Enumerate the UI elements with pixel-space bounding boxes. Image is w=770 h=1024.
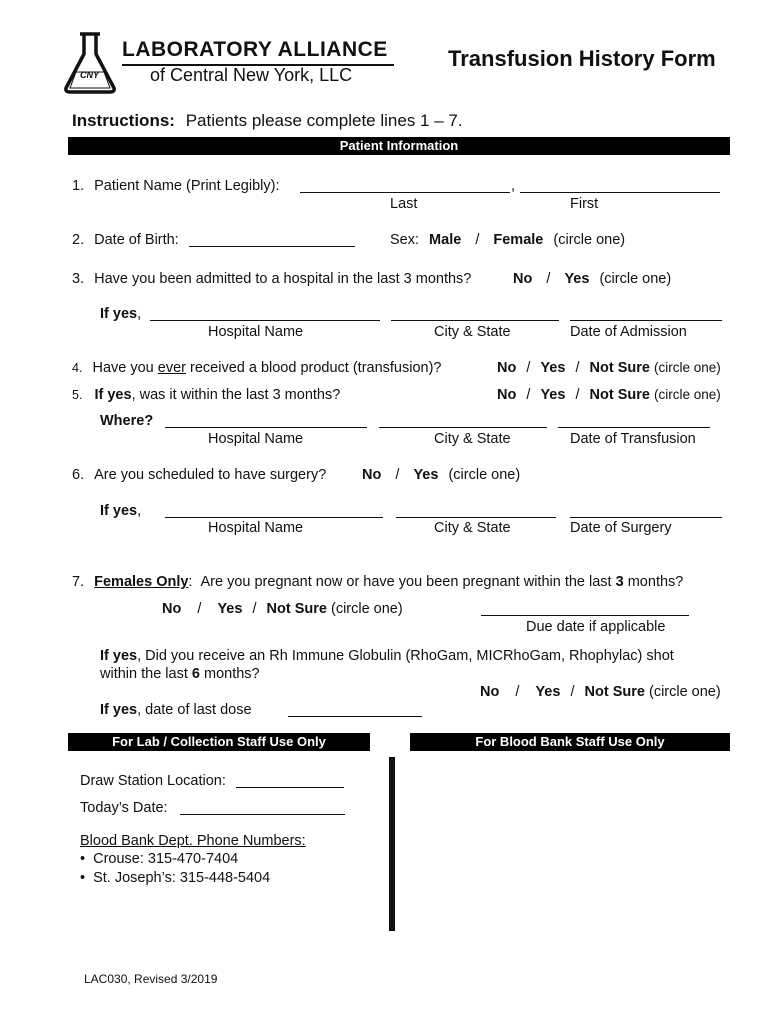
logo-line2: of Central New York, LLC	[150, 65, 353, 85]
dose-row	[100, 702, 252, 718]
q5-hospital-field[interactable]	[165, 427, 367, 428]
q7-row	[72, 574, 683, 590]
phone-stjoseph: St. Joseph’s: 315-448-5404	[93, 870, 271, 886]
q3-city-field[interactable]	[391, 320, 559, 321]
q4-no-option[interactable]: No	[497, 360, 517, 376]
rh-no-option[interactable]: No	[480, 684, 500, 700]
q5-date-field[interactable]	[558, 427, 710, 428]
q2-label: Date of Birth:	[94, 232, 179, 248]
rh-question-line2	[100, 666, 260, 682]
q7-options	[162, 601, 403, 617]
q5-city-field[interactable]	[379, 427, 547, 428]
first-name-field[interactable]	[520, 192, 720, 193]
q3-col1: Hospital Name	[208, 324, 304, 340]
q7-post: months?	[623, 574, 684, 590]
q5-notsure-option[interactable]: Not Sure	[589, 387, 650, 403]
rh-six: 6	[191, 666, 200, 682]
q3-col2: City & State	[434, 324, 511, 340]
q6-slash: /	[395, 467, 400, 483]
due-date-caption: Due date if applicable	[526, 619, 666, 635]
rh-line2-post: months?	[199, 666, 260, 682]
section-divider	[389, 757, 395, 931]
q7-no-option[interactable]: No	[162, 601, 182, 617]
q4-yes-option[interactable]: Yes	[540, 360, 566, 376]
logo	[64, 32, 404, 94]
sex-slash: /	[475, 232, 480, 248]
rh-ifyes: If yes	[100, 648, 138, 664]
dose-text: , date of last dose	[137, 702, 252, 718]
q4-ever: ever	[157, 360, 186, 376]
instructions-text: Patients please complete lines 1 – 7.	[185, 111, 463, 130]
q1-label: Patient Name (Print Legibly):	[94, 178, 280, 194]
flask-icon	[64, 32, 118, 94]
q3-hospital-field[interactable]	[150, 320, 380, 321]
q3-date-field[interactable]	[570, 320, 722, 321]
q6-col2: City & State	[434, 520, 511, 536]
q5-options	[497, 387, 721, 403]
q3-col3: Date of Admission	[570, 324, 687, 340]
rh-yes-option[interactable]: Yes	[535, 684, 561, 700]
rh-question-line1	[100, 648, 674, 664]
phones-title: Blood Bank Dept. Phone Numbers:	[80, 833, 306, 849]
q6-options	[362, 467, 520, 483]
q6-col3: Date of Surgery	[570, 520, 672, 536]
q5-ifyes: If yes	[94, 387, 132, 403]
sex-female-option[interactable]: Female	[493, 232, 544, 248]
q4-post: received a blood product (transfusion)?	[185, 360, 442, 376]
q3-ifyes	[100, 306, 141, 322]
bullet-icon: •	[80, 851, 86, 867]
sex-hint: (circle one)	[553, 232, 626, 248]
q4-hint: (circle one)	[653, 360, 721, 375]
q6-number: 6.	[72, 467, 85, 483]
q3-label: Have you been admitted to a hospital in the last 3 months?	[94, 271, 472, 287]
today-date-label: Today’s Date:	[80, 800, 168, 816]
q4-pre: Have you	[92, 360, 158, 376]
q6-hint: (circle one)	[448, 467, 521, 483]
q1-last-caption: Last	[390, 196, 418, 212]
q7-slash1: /	[197, 601, 202, 617]
sex-male-option[interactable]: Male	[429, 232, 462, 248]
q6-date-field[interactable]	[570, 517, 722, 518]
q6-hospital-field[interactable]	[165, 517, 383, 518]
phone-item-crouse	[80, 851, 238, 867]
q7-hint: (circle one)	[330, 601, 403, 617]
q5-slash1: /	[526, 387, 531, 403]
q6-ifyes-comma: ,	[137, 503, 142, 519]
q6-no-option[interactable]: No	[362, 467, 382, 483]
q1-number: 1.	[72, 178, 85, 194]
sex-row	[390, 232, 625, 248]
q5-row	[72, 387, 340, 403]
q5-number: 5.	[72, 388, 83, 402]
q1-first-caption: First	[570, 196, 599, 212]
q3-number: 3.	[72, 271, 85, 287]
rh-line2-pre: within the last	[100, 666, 192, 682]
q5-col1: Hospital Name	[208, 431, 304, 447]
draw-station-label: Draw Station Location:	[80, 773, 226, 789]
q1-row	[72, 178, 279, 194]
q6-yes-option[interactable]: Yes	[413, 467, 439, 483]
q3-no-option[interactable]: No	[513, 271, 533, 287]
q2-number: 2.	[72, 232, 85, 248]
rh-slash1: /	[515, 684, 520, 700]
lab-staff-bar: For Lab / Collection Staff Use Only	[68, 733, 370, 751]
q3-options	[513, 271, 671, 287]
phone-crouse: Crouse: 315-470-7404	[93, 851, 239, 867]
q6-row	[72, 467, 326, 483]
q6-col1: Hospital Name	[208, 520, 304, 536]
patient-info-bar: Patient Information	[68, 137, 730, 155]
footer-revision: LAC030, Revised 3/2019	[84, 972, 218, 986]
logo-line1: LABORATORY ALLIANCE	[122, 38, 388, 61]
q6-ifyes-label: If yes	[100, 503, 138, 519]
last-name-field[interactable]	[300, 192, 510, 193]
q3-yes-option[interactable]: Yes	[564, 271, 590, 287]
rh-hint: (circle one)	[648, 684, 721, 700]
rh-slash2: /	[570, 684, 575, 700]
instructions	[72, 111, 463, 131]
due-date-field[interactable]	[481, 615, 689, 616]
q2-row	[72, 232, 179, 248]
rh-options	[480, 684, 721, 700]
q7-colon: :	[188, 574, 193, 590]
q5-col3: Date of Transfusion	[570, 431, 696, 447]
q4-options	[497, 360, 721, 376]
q7-notsure-option[interactable]: Not Sure	[266, 601, 327, 617]
q7-females-only: Females Only	[94, 574, 189, 590]
rh-text: , Did you receive an Rh Immune Globulin (RhoGam, MICRhoGam, Rhophylac) shot	[137, 648, 674, 664]
q4-row	[72, 360, 442, 376]
today-date-field[interactable]	[180, 814, 345, 815]
sex-label: Sex:	[390, 232, 420, 248]
q5-post: , was it within the last 3 months?	[131, 387, 341, 403]
dose-date-field[interactable]	[288, 716, 422, 717]
q5-col2: City & State	[434, 431, 511, 447]
q3-hint: (circle one)	[599, 271, 672, 287]
q3-row	[72, 271, 471, 287]
q7-three: 3	[615, 574, 624, 590]
q3-slash: /	[546, 271, 551, 287]
q5-yes-option[interactable]: Yes	[540, 387, 566, 403]
q4-slash1: /	[526, 360, 531, 376]
dob-field[interactable]	[189, 246, 355, 247]
q3-ifyes-comma: ,	[137, 306, 142, 322]
q6-label: Are you scheduled to have surgery?	[94, 467, 327, 483]
q7-pre: Are you pregnant now or have you been pregnant within the last	[200, 574, 616, 590]
q4-notsure-option[interactable]: Not Sure	[589, 360, 650, 376]
dose-ifyes: If yes	[100, 702, 138, 718]
q5-where: Where?	[100, 413, 154, 429]
q7-slash2: /	[252, 601, 257, 617]
q1-comma: ,	[511, 178, 516, 194]
q5-hint: (circle one)	[653, 387, 721, 402]
phone-item-stjoseph	[80, 870, 270, 886]
q7-yes-option[interactable]: Yes	[217, 601, 243, 617]
q5-no-option[interactable]: No	[497, 387, 517, 403]
form-title: Transfusion History Form	[448, 46, 716, 71]
q7-number: 7.	[72, 574, 85, 590]
q4-slash2: /	[575, 360, 580, 376]
q4-number: 4.	[72, 361, 83, 375]
bullet-icon: •	[80, 870, 86, 886]
q5-slash2: /	[575, 387, 580, 403]
bank-staff-bar: For Blood Bank Staff Use Only	[410, 733, 730, 751]
q3-ifyes-label: If yes	[100, 306, 138, 322]
rh-notsure-option[interactable]: Not Sure	[584, 684, 645, 700]
q6-city-field[interactable]	[396, 517, 556, 518]
instructions-label: Instructions:	[72, 111, 175, 130]
draw-station-field[interactable]	[236, 787, 344, 788]
logo-badge: CNY	[80, 70, 100, 80]
q6-ifyes	[100, 503, 141, 519]
